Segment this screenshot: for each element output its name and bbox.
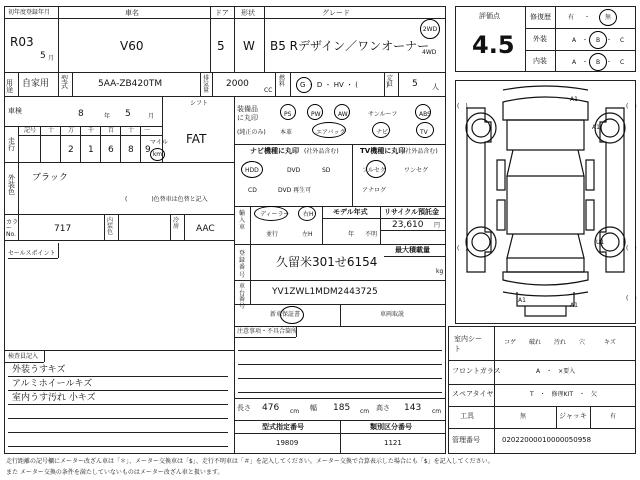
notes-label: 注意事項・不具合箇所 [237, 328, 298, 335]
diagram-wheel-mark: ( ) [626, 245, 637, 252]
diagram-label: A1 [570, 302, 578, 309]
equipment-option-circle [334, 104, 350, 120]
registration-value: 久留米301せ6154 [276, 255, 378, 269]
grade-option: A [572, 37, 577, 44]
grade-b-circle [589, 31, 607, 49]
diagram-label: A1 [570, 96, 578, 103]
equipment-option-circle [372, 122, 390, 138]
nav-option: DVD 再生可 [278, 187, 312, 194]
grade-sep: ・ [606, 59, 613, 66]
color-no-label: カラーNo. [6, 219, 19, 238]
mileage-unit-header: 百 [108, 127, 115, 134]
repair-yes: 有 [568, 14, 575, 21]
mileage-unit-header: 千 [88, 127, 95, 134]
spare-label: スペアタイヤ [452, 390, 494, 398]
capacity-label: 定員 [387, 75, 394, 88]
footer-line1: 走行距離の記号欄にメーター改ざん車は「＊」、メーター交換車は「$」、走行不明車は「＃」を記入してください。メーター交換で合算表示した場合にも「$」を記入してください。 [6, 458, 494, 465]
equipment-sub: (純正のみ) [237, 129, 266, 136]
grade-option: C [620, 37, 625, 44]
recycle-label: リサイクル預託金 [384, 208, 440, 216]
interior-color-label: 内装色 [107, 217, 114, 236]
mileage-unit-header: 記号 [24, 127, 37, 134]
inspection-year: 8 [78, 109, 84, 119]
score-value: 4.5 [472, 31, 515, 59]
grade-option: B [596, 59, 601, 66]
tv-note: (社外品含む) [403, 148, 438, 155]
tv-option: フルセグ [362, 167, 386, 174]
repair-label: 修復歴 [530, 13, 551, 21]
mileage-digit: 1 [88, 145, 94, 155]
cooler-label: 冷房 [173, 217, 180, 230]
nav-option: DVD [287, 167, 301, 174]
nav-option: SD [322, 167, 331, 174]
type-value: 19809 [276, 439, 299, 447]
equipment-option: エアバック [316, 129, 346, 136]
footer-line2: また メーター交換の条件を満たしていないものはメーター改ざん車と扱います。 [6, 469, 224, 476]
car-name-label: 車名 [125, 9, 139, 17]
jack-label: ジャッキ [559, 412, 587, 420]
warranty-label: 新車保証書 [270, 311, 301, 318]
length-unit: cm [290, 408, 300, 415]
max-load-label: 最大積載量 [395, 246, 430, 254]
nav-option: HDD [245, 167, 259, 174]
car-name: V60 [120, 39, 144, 53]
nav-note: (社外品含む) [304, 148, 339, 155]
equipment-option: サンルーフ [368, 111, 398, 118]
mileage-label: 走行 [8, 137, 15, 152]
diagram-wheel-mark: ( ) [457, 103, 468, 110]
doors-value: 5 [217, 39, 225, 53]
grade-label: グレード [322, 9, 350, 17]
mileage-unit-header: 十 [48, 127, 55, 134]
equipment-option: ナビ [376, 129, 389, 136]
drive-4wd: 4WD [422, 49, 437, 56]
equipment-option-circle [415, 104, 431, 120]
import-right-h-circle [298, 206, 316, 221]
spare-options: T ・ 修理KIT ・ 欠 [530, 391, 598, 398]
glass-label: フロントガラス [452, 367, 501, 375]
shift-value: FAT [186, 132, 207, 146]
first-reg-era: R03 [10, 35, 34, 49]
seat-label: 室内シート [454, 335, 482, 353]
fuel-options: G ・ D ・ HV ・ ( ) [300, 81, 389, 89]
seat-option: 破れ [529, 339, 542, 346]
glass-options: A ・ ×要入 [536, 368, 576, 375]
warranty-circle [280, 306, 304, 324]
equipment-label: 装備品に丸印 [237, 105, 258, 123]
mileage-unit-header: 万 [68, 127, 75, 134]
diagram-label: A1 [592, 124, 600, 131]
shape-value: W [243, 39, 255, 53]
grade-sep: ・ [582, 37, 589, 44]
recycle-value: 23,610 [392, 220, 424, 230]
cc-label: CC [264, 87, 273, 94]
fuel-g-circle [296, 77, 312, 93]
tv-option: アナログ [362, 187, 387, 194]
tv-option: ワンセグ [404, 167, 429, 174]
mileage-digit: 8 [128, 145, 134, 155]
shape-label: 形状 [241, 9, 255, 17]
model-year-label: モデル年式 [333, 208, 368, 216]
mgmt-label: 管理番号 [452, 436, 480, 444]
grade-sep: ・ [582, 59, 589, 66]
tv-label: TV機種に丸印 [360, 147, 406, 155]
height-unit: cm [432, 408, 442, 415]
exterior-note: ( )色替車は色替と記入 [125, 196, 208, 203]
use-value: 自家用 [22, 79, 50, 89]
capacity-unit: 人 [432, 83, 439, 91]
import-dealer: ディーラー [260, 211, 290, 218]
equipment-option: 本革 [280, 129, 293, 136]
import-left-h: 左H [302, 231, 313, 238]
tools-value: 無 [520, 413, 527, 420]
grade-option: A [572, 59, 577, 66]
inspection-label: 車検 [8, 107, 22, 115]
diagram-wheel-mark: ( ) [626, 103, 637, 110]
length-value: 476 [262, 403, 280, 413]
tv-fullseg-circle [366, 160, 386, 178]
class-label: 類別区分番号 [370, 423, 412, 431]
exterior-color: ブラック [32, 173, 68, 183]
import-dealer-circle [254, 206, 288, 221]
color-no-value: 717 [54, 224, 72, 234]
manual-label: 車両取説 [380, 311, 405, 318]
repair-no: 無 [605, 14, 612, 21]
inspector-note: 外装うすキズ [12, 365, 66, 375]
jack-value: 有 [610, 413, 617, 420]
registration-label: 登録番号 [239, 250, 246, 279]
inspector-label: 検査員記入 [8, 353, 39, 360]
inspection-month-unit: 月 [148, 113, 155, 120]
inspector-note: アルミホイールキズ [12, 379, 93, 389]
length-label: 長さ [237, 404, 251, 412]
displacement-value: 2000 [226, 79, 249, 89]
height-label: 高さ [376, 404, 390, 412]
displacement-label: 排気量 [203, 75, 210, 94]
recycle-yen: 円 [434, 222, 441, 229]
seat-option: キズ [604, 339, 616, 346]
diagram-label: A1 [518, 297, 526, 304]
nav-label: ナビ機種に丸印 [250, 147, 299, 155]
seat-option: 穴 [579, 339, 586, 346]
car-diagram-drawing [455, 80, 636, 324]
width-label: 幅 [310, 404, 317, 412]
mgmt-value: 020220000100000509​58 [502, 436, 592, 444]
import-right-h: 右H [303, 211, 314, 218]
interior-grade-label: 内装 [533, 57, 547, 65]
equipment-option: PS [284, 111, 292, 118]
mileage-unit-header: 十 [128, 127, 135, 134]
mileage-digit: 9 [145, 145, 151, 155]
model-code: 5AA-ZB420TM [98, 79, 163, 89]
mileage-digit: 6 [108, 145, 114, 155]
inspector-note: 室内うす汚れ 小キズ [12, 393, 96, 403]
sales-point-label: セールスポイント [8, 250, 56, 257]
tools-label: 工具 [460, 412, 474, 420]
first-reg-label: 初年度登録年月 [8, 9, 51, 16]
type-label: 型式指定番号 [262, 423, 304, 431]
drive-2wd-circle: 2WD [420, 19, 440, 39]
chassis-value: YV1ZWL1MDM2443725 [272, 287, 378, 297]
inspection-year-unit: 年 [104, 113, 111, 120]
class-value: 1121 [384, 439, 402, 447]
grade-sep: ・ [606, 37, 613, 44]
mileage-unit-header: 一 [144, 127, 151, 134]
capacity-value: 5 [412, 79, 418, 89]
ac-value: AAC [196, 224, 215, 234]
repair-dot: ・ [584, 14, 591, 21]
model-year-unit: 年 [348, 231, 355, 238]
grade-b-circle [589, 53, 607, 71]
score-label: 評価点 [479, 12, 500, 20]
equipment-option: TV [420, 129, 428, 136]
diagram-label: U1 [596, 239, 605, 246]
doors-label: ドア [215, 9, 229, 17]
repair-no-circle [599, 9, 617, 26]
seat-option: 汚れ [554, 339, 567, 346]
model-year-unknown: 不明 [365, 231, 378, 238]
equipment-option-circle [280, 104, 296, 120]
exterior-grade-label: 外装 [533, 35, 547, 43]
width-value: 185 [333, 403, 351, 413]
grade-option: C [620, 59, 625, 66]
first-reg-month-unit: 月 [48, 55, 55, 62]
equipment-option: ABS [419, 111, 431, 118]
equipment-option: AW [338, 111, 348, 118]
import-parallel: 並行 [266, 231, 279, 238]
mileage-digit: 2 [68, 145, 74, 155]
width-unit: cm [360, 408, 370, 415]
diagram-wheel-mark: ( ) [457, 245, 468, 252]
nav-option: CD [248, 187, 257, 194]
inspection-month: 5 [125, 109, 131, 119]
model-label: 型式 [61, 75, 68, 90]
height-value: 143 [404, 403, 422, 413]
equipment-option-circle [307, 104, 323, 120]
fuel-label: 燃料 [279, 75, 286, 88]
max-load-kg: kg [436, 268, 444, 275]
seat-option: コゲ [504, 339, 517, 346]
grade-option: B [596, 37, 601, 44]
chassis-label: 車台番号 [239, 283, 246, 310]
grade-value: B5 Rデザイン／ワンオーナー [270, 39, 430, 53]
nav-hdd-circle [241, 161, 263, 178]
diagram-wheel-mark: ( ) [626, 295, 637, 302]
equipment-option: PW [311, 111, 321, 118]
import-label: 輸入車 [239, 210, 246, 232]
first-reg-month: 5 [40, 51, 46, 61]
equipment-option-circle [312, 122, 346, 138]
km-circle: km [150, 148, 165, 161]
shift-label: シフト [190, 100, 209, 107]
use-label: 用途 [6, 79, 13, 94]
equipment-option-circle [416, 122, 434, 138]
mile-label: マイル [150, 139, 168, 146]
exterior-label: 外装色 [8, 174, 15, 196]
